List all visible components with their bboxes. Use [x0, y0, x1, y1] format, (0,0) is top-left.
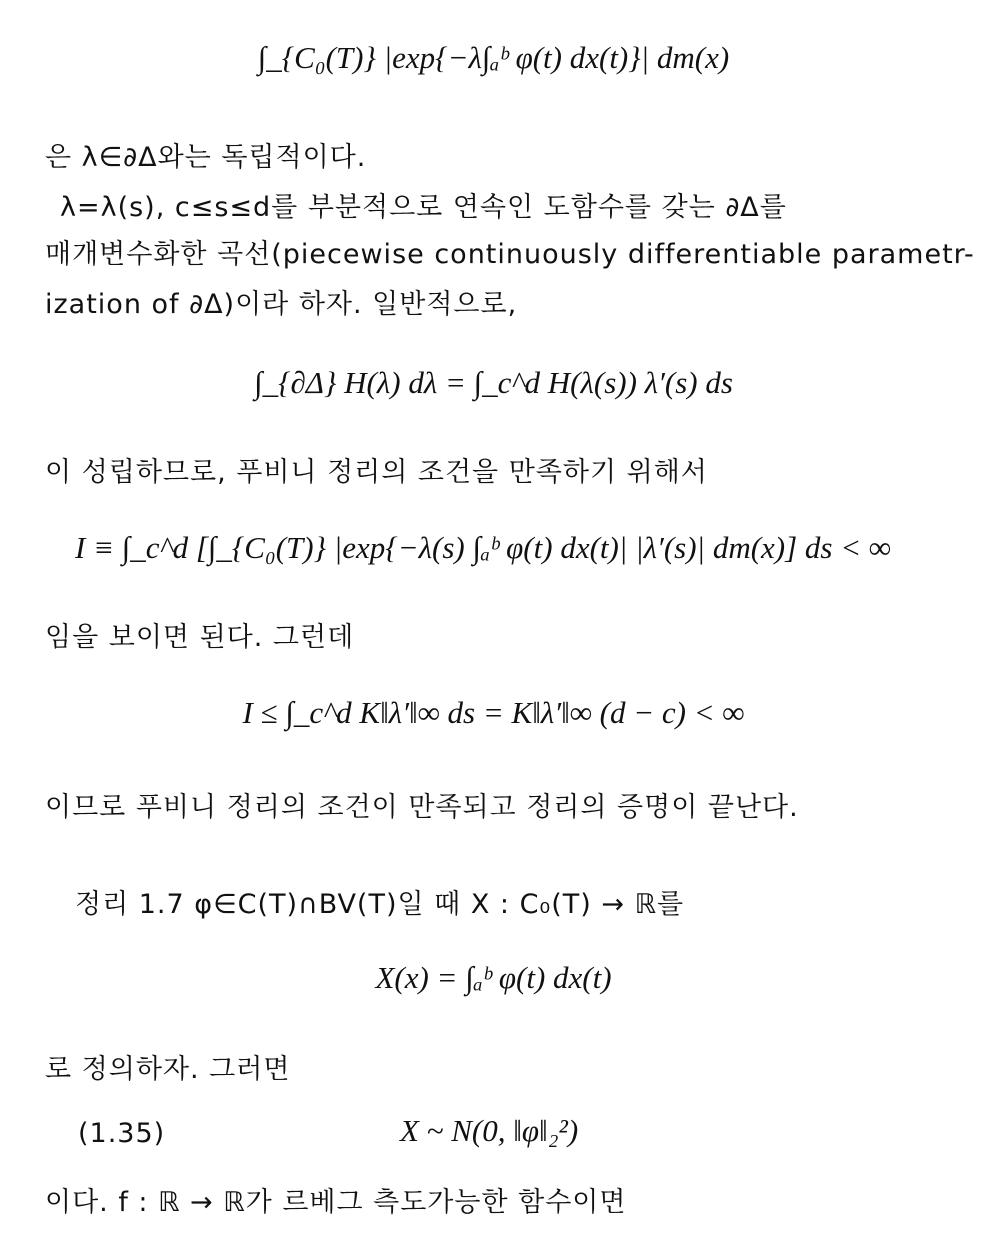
paragraph-line-1: 은 λ∈∂Δ와는 독립적이다. — [45, 142, 367, 173]
paragraph-line-8: 로 정의하자. 그러면 — [45, 1054, 291, 1085]
paragraph-line-3: 매개변수화한 곡선(piecewise continuously differentiable parametr- — [45, 239, 975, 270]
paragraph-line-7: 이므로 푸비니 정리의 조건이 만족되고 정리의 증명이 끝난다. — [45, 792, 799, 823]
equation-number-1-35: (1.35) — [78, 1118, 166, 1149]
theorem-1-7-statement: 정리 1.7 φ∈C(T)∩BV(T)일 때 X : C₀(T) → ℝ를 — [75, 889, 685, 920]
paragraph-line-5: 이 성립하므로, 푸비니 정리의 조건을 만족하기 위해서 — [45, 457, 708, 488]
equation-contour-integral: ∫_{∂Δ} H(λ) dλ = ∫_c^d H(λ(s)) λ′(s) ds — [254, 365, 733, 400]
paragraph-line-2: λ=λ(s), c≤s≤d를 부분적으로 연속인 도함수를 갖는 ∂Δ를 — [60, 192, 787, 223]
equation-X-normal-distribution: X ~ N(0, ‖φ‖₂²) — [400, 1113, 579, 1148]
equation-I-estimate: I ≤ ∫_c^d K‖λ′‖∞ ds = K‖λ′‖∞ (d − c) < ∞ — [242, 695, 745, 730]
equation-integral-exp: ∫_{C₀(T)} |exp{−λ∫ₐᵇ φ(t) dx(t)}| dm(x) — [257, 40, 730, 75]
paragraph-line-6: 임을 보이면 된다. 그런데 — [45, 622, 355, 653]
equation-X-definition: X(x) = ∫ₐᵇ φ(t) dx(t) — [375, 960, 612, 995]
paragraph-line-9: 이다. f : ℝ → ℝ가 르베그 측도가능한 함수이면 — [45, 1187, 627, 1218]
equation-fubini-bound: I ≡ ∫_c^d [∫_{C₀(T)} |exp{−λ(s) ∫ₐᵇ φ(t) dx(t)| |λ′(s)| dm(x)] ds < ∞ — [75, 530, 892, 565]
paragraph-line-4: ization of ∂Δ)이라 하자. 일반적으로, — [45, 289, 518, 320]
